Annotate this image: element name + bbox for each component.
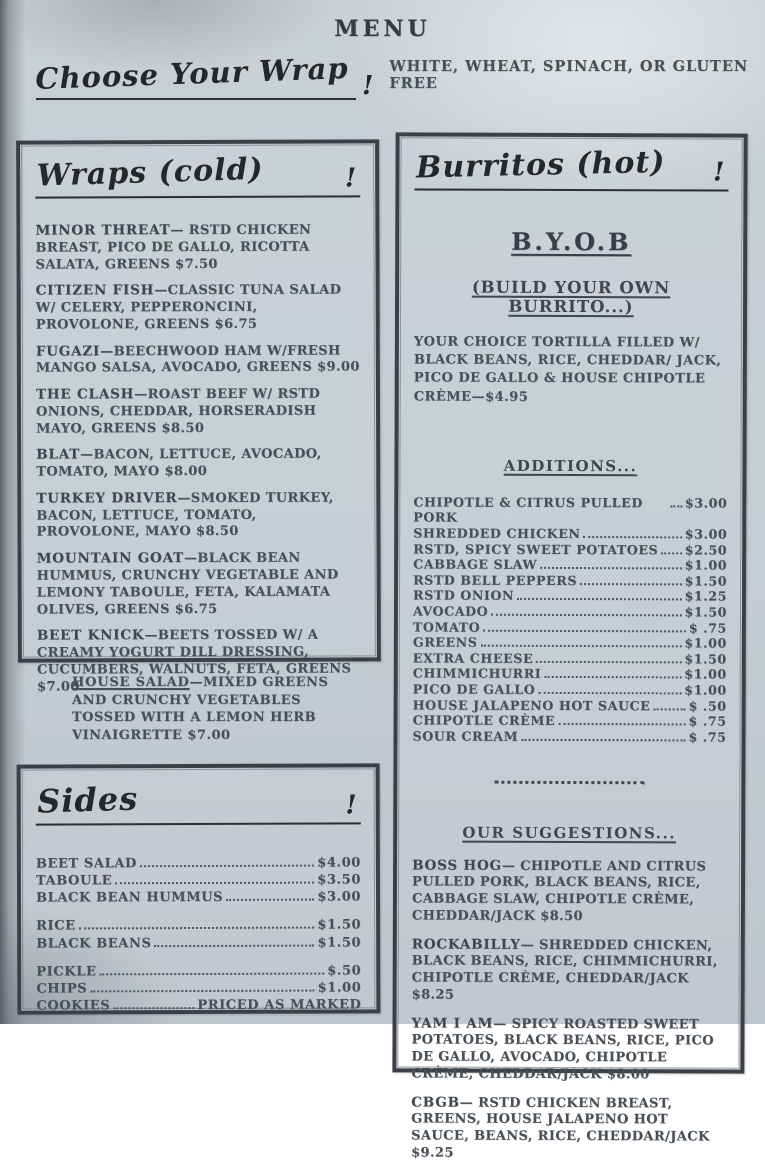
addition-row [413,494,727,526]
side-price: $1.00 [317,980,362,996]
item-name: MOUNTAIN GOAT [36,550,185,567]
item-desc: — RSTD CHICKEN BREAST, GREENS, HOUSE JALAPENO HOT SAUCE, BEANS, RICE, CHEDDAR/JACK $9.25 [411,1095,710,1161]
dotted-leader [115,882,314,885]
choose-wrap-row [34,51,765,101]
side-label: TABOULE [35,873,113,889]
dotted-leader [521,739,685,742]
side-price: $.50 [327,963,362,979]
choose-wrap-label: Choose Your Wrap [34,51,350,96]
dotted-leader [558,723,685,725]
addition-price: $1.00 [684,635,727,651]
item-name: TURKEY DRIVER [36,490,178,507]
addition-row [413,650,727,667]
side-price: PRICED AS MARKED [197,997,362,1014]
item-name: FUGAZI [35,342,101,360]
exclamation-mark: ! [345,790,357,821]
addition-label: RSTD, SPICY SWEET POTATOES [413,541,659,557]
page-title: MENU [334,16,431,42]
side-row [36,854,361,872]
addition-price: $3.00 [684,526,728,542]
item-name: MINOR THREAT [35,222,171,239]
dotted-leader [580,583,682,585]
dotted-leader [670,505,682,507]
dotted-leader [90,990,314,993]
side-price: $1.50 [317,935,362,951]
item-desc: —BLACK BEAN HUMMUS, CRUNCHY VEGETABLE AND LEMONY TABOULE, FETA, KALAMATA OLIVES, GREENS $6.75 [36,550,339,618]
addition-price: $ .75 [688,729,727,745]
addition-label: PICO DE GALLO [412,681,536,697]
addition-price: $1.00 [684,682,727,698]
item-name: BOSS HOG [412,856,502,874]
side-label: CHIPS [36,981,88,997]
wraps-header-label: Wraps (cold) [36,151,265,194]
menu-item [36,446,361,482]
sides-header [36,779,361,825]
addition-price: $1.50 [684,651,727,667]
section-divider [494,780,644,784]
addition-row [413,588,727,605]
side-row [36,962,361,980]
item-name: CITIZEN FISH [35,282,155,299]
exclamation-mark: ! [713,157,725,188]
side-price: $4.00 [317,855,361,871]
sides-header-label: Sides [36,779,139,821]
byob-title: B.Y.O.B [511,226,632,257]
item-desc: — SHREDDED CHICKEN, BLACK BEANS, RICE, CHIMMICHURRI, CHIPOTLE CRÈME, CHEDDAR/JACK $8.25 [411,937,718,1003]
dotted-leader [99,972,324,975]
addition-label: TOMATO [412,619,481,635]
menu-item [36,342,361,378]
menu-item [412,857,726,926]
suggestions-header: OUR SUGGESTIONS... [462,823,677,842]
addition-row [413,525,727,542]
dotted-leader [154,944,314,947]
item-desc: —SMOKED TURKEY, BACON, LETTUCE, TOMATO, PROVOLONE, MAYO $8.50 [36,490,334,541]
choose-wrap-underline [34,51,356,100]
dotted-leader [79,927,315,930]
exclamation-mark: ! [344,163,357,194]
side-row [36,872,361,890]
house-salad [72,674,364,744]
dotted-leader [517,598,681,601]
addition-row [413,635,727,652]
wrap-options-label: WHITE, WHEAT, SPINACH, OR GLUTEN FREE [389,58,749,92]
side-row [36,934,361,952]
addition-price: $1.50 [684,573,728,589]
item-desc: — CHIPOTLE AND CITRUS PULLED PORK, BLACK BEANS, RICE, CABBAGE SLAW, CHIPOTLE CRÈME, CHEDDAR/JACK $8.50 [411,858,707,924]
dotted-leader [483,629,686,632]
addition-label: HOUSE JALAPENO HOT SAUCE [412,697,651,713]
item-name: ROCKABILLY [411,936,521,953]
menu-item [37,550,362,619]
addition-row [413,557,727,574]
side-label: PICKLE [36,964,97,980]
item-name: THE CLASH [35,386,135,403]
exclamation-mark: ! [361,71,374,101]
burritos-box [392,132,747,1161]
side-group [36,854,361,907]
addition-label: RSTD ONION [412,587,515,604]
addition-row [413,572,727,589]
dotted-leader [491,614,681,617]
item-desc: —BEECHWOOD HAM W/FRESH MANGO SALSA, AVOCADO, GREENS $9.00 [35,343,360,376]
side-price: $3.00 [317,889,362,905]
side-row [36,889,361,907]
wraps-header [35,151,360,198]
menu-item [35,221,360,273]
menu-item [36,386,361,438]
item-desc: — RSTD CHICKEN BREAST, PICO DE GALLO, RICOTTA SALATA, GREENS $7.50 [35,222,312,273]
byob-subtitle: (BUILD YOUR OWN BURRITO...) [471,277,671,317]
dotted-leader [536,661,681,664]
sides-box [17,763,381,1014]
addition-row [413,728,727,745]
dotted-leader [661,552,682,554]
dotted-leader [140,865,314,868]
menu-item [411,1015,725,1084]
addition-row [413,682,727,699]
item-name: CBGB [411,1094,460,1111]
dotted-leader [540,567,682,569]
addition-price: $3.00 [684,495,728,511]
addition-label: CHIPOTLE CRÈME [412,712,556,729]
addition-row [413,713,727,730]
side-group [36,962,361,1015]
addition-price: $1.50 [684,604,727,620]
item-name: BEET KNICK [36,627,145,644]
addition-price: $ .75 [688,620,727,636]
addition-price: $ .75 [688,713,727,729]
dotted-leader [653,708,685,710]
menu-item [412,936,726,1005]
item-desc: —BEETS TOSSED W/ A CREAMY YOGURT DILL DRESSING, CUCUMBERS, WALNUTS, FETA, GREENS $7.00 [36,627,352,695]
item-desc: — SPICY ROASTED SWEET POTATOES, BLACK BEANS, RICE, PICO DE GALLO, AVOCADO, CHIPOTLE CRÈME, CHEDDAR/JACK $8.00 [411,1016,714,1083]
byob-description: YOUR CHOICE TORTILLA FILLED W/ BLACK BEANS, RICE, CHEDDAR/ JACK, PICO DE GALLO & HOUSE CHIPOTLE CRÈME—$4.95 [413,334,722,405]
item-name: HOUSE SALAD [72,675,190,690]
dotted-leader [544,676,681,678]
burritos-header [414,144,728,191]
burritos-header-label: Burritos (hot) [415,144,666,186]
suggestions-list [411,857,726,1163]
side-label: RICE [36,918,76,935]
dotted-leader [584,536,682,538]
addition-label: AVOCADO [412,603,489,619]
side-label: BLACK BEAN HUMMUS [36,890,224,906]
addition-price: $2.50 [684,541,728,558]
side-label: COOKIES [36,998,111,1014]
addition-row [413,603,727,620]
item-name: YAM I AM [411,1015,494,1032]
side-label: BLACK BEANS [36,935,152,952]
addition-label: EXTRA CHEESE [412,650,534,666]
side-price: $3.50 [317,872,361,888]
dotted-leader [480,645,681,648]
addition-label: SOUR CREAM [412,728,519,744]
additions-list [413,494,728,745]
item-desc: —CLASSIC TUNA SALAD W/ CELERY, PEPPERONCINI, PROVOLONE, GREENS $6.75 [35,282,342,333]
wraps-items [35,221,362,696]
item-desc: —ROAST BEEF W/ RSTD ONIONS, CHEDDAR, HORSERADISH MAYO, GREENS $8.50 [36,386,321,437]
addition-label: CHIPOTLE & CITRUS PULLED PORK [413,494,643,525]
addition-row [413,697,727,714]
addition-label: SHREDDED CHICKEN [413,525,581,542]
addition-row [413,541,727,558]
side-row [36,979,361,997]
addition-price: $1.00 [684,557,728,573]
additions-header: ADDITIONS... [503,456,638,475]
addition-label: CABBAGE SLAW [413,556,538,573]
dotted-leader [226,899,314,901]
side-row [36,997,361,1015]
sides-rows [36,854,362,1014]
addition-price: $1.25 [684,588,728,604]
dotted-leader [538,692,681,694]
menu-item [411,1094,725,1163]
side-label: BEET SALAD [35,856,137,872]
item-desc: —MIXED GREENS AND CRUNCHY VEGETABLES TOSSED WITH A LEMON HERB VINAIGRETTE $7.00 [72,675,329,743]
addition-price: $1.00 [684,666,727,683]
addition-label: RSTD BELL PEPPERS [413,572,578,588]
item-desc: —BACON, LETTUCE, AVOCADO, TOMATO, MAYO $8.00 [36,446,322,480]
addition-label: CHIMMICHURRI [412,665,542,682]
side-price: $1.50 [317,917,362,934]
item-name: BLAT [36,446,81,463]
menu-item [36,282,361,334]
side-group [36,917,361,952]
menu-item [36,489,361,541]
addition-row [413,666,727,683]
dotted-leader [113,1007,194,1009]
addition-label: GREENS [412,634,478,650]
side-row [36,917,361,935]
addition-row [413,619,727,636]
addition-price: $ .50 [688,698,727,714]
